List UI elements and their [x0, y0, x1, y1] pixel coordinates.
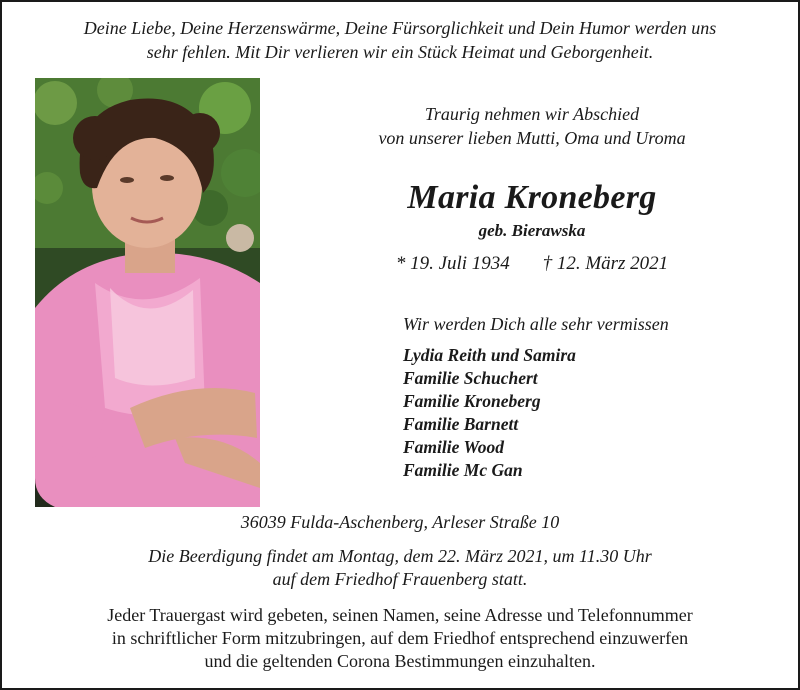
portrait-photo: [35, 78, 260, 507]
corona-notice: [2, 604, 798, 673]
intro-quote: [2, 16, 798, 64]
deceased-name: Maria Kroneberg: [407, 179, 657, 216]
funeral-line-1: Die Beerdigung findet am Montag, dem 22. März 2021, um 11.30 Uhr: [148, 546, 652, 566]
family-entry: Familie Mc Gan: [403, 460, 523, 480]
portrait-illustration: [35, 78, 260, 507]
funeral-info: [2, 545, 798, 591]
death-date: † 12. März 2021: [542, 253, 669, 274]
family-entry: Familie Barnett: [403, 414, 519, 434]
family-entry: Familie Kroneberg: [403, 391, 541, 411]
miss-text: Wir werden Dich alle sehr vermissen: [403, 314, 669, 334]
family-entry: Lydia Reith und Samira: [403, 345, 576, 365]
family-list: [403, 344, 576, 482]
funeral-line-2: auf dem Friedhof Frauenberg statt.: [272, 569, 528, 589]
farewell-line-1: Traurig nehmen wir Abschied: [424, 104, 640, 124]
life-dates: [302, 252, 762, 276]
farewell-text: [302, 102, 762, 150]
intro-line-2: sehr fehlen. Mit Dir verlieren wir ein Stück Heimat und Geborgenheit.: [146, 42, 654, 62]
notice-line-3: und die geltenden Corona Bestimmungen einzuhalten.: [204, 651, 596, 671]
maiden-name: geb. Bierawska: [478, 221, 586, 240]
intro-line-1: Deine Liebe, Deine Herzenswärme, Deine Fürsorglichkeit und Dein Humor werden uns: [83, 18, 717, 38]
family-entry: Familie Schuchert: [403, 368, 538, 388]
notice-line-1: Jeder Trauergast wird gebeten, seinen Namen, seine Adresse und Telefonnummer: [107, 605, 693, 625]
birth-date: * 19. Juli 1934: [395, 253, 510, 274]
address: 36039 Fulda-Aschenberg, Arleser Straße 10: [240, 512, 560, 532]
farewell-line-2: von unserer lieben Mutti, Oma und Uroma: [378, 128, 686, 148]
notice-line-2: in schriftlicher Form mitzubringen, auf dem Friedhof entsprechend einzuwerfen: [111, 628, 689, 648]
family-entry: Familie Wood: [403, 437, 504, 457]
